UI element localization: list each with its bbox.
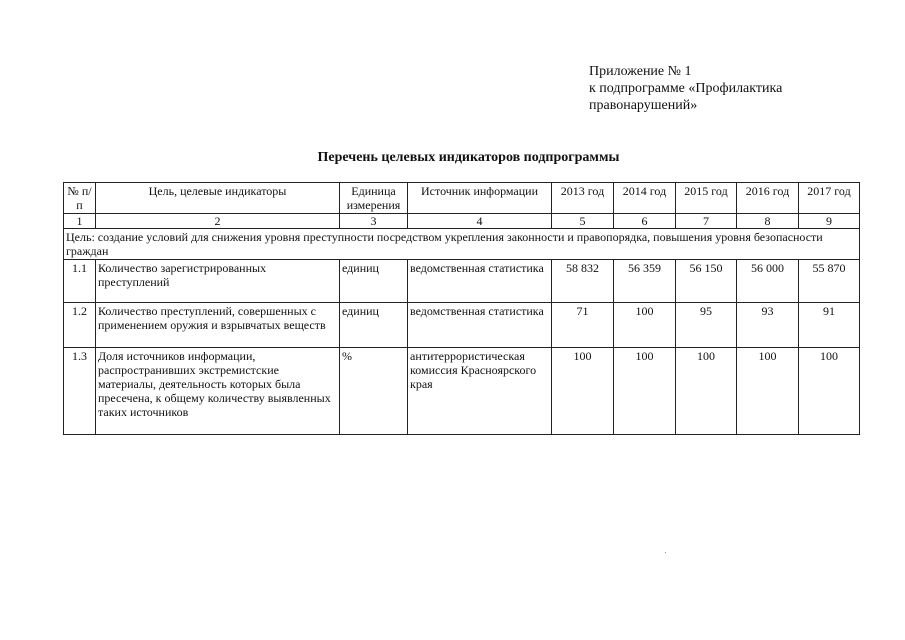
row-value-2014: 100 [614, 348, 676, 435]
header-2016: 2016 год [737, 183, 799, 214]
appendix-note [589, 63, 782, 114]
col-number: 9 [799, 214, 860, 229]
col-number: 7 [676, 214, 737, 229]
row-value-2016: 100 [737, 348, 799, 435]
row-indicator: Доля источников информации, распространивших экстремистские материалы, деятельность которых была пресечена, к общему количеству выявленных таких источников [96, 348, 340, 435]
row-num: 1.1 [64, 260, 96, 303]
row-value-2015: 100 [676, 348, 737, 435]
row-value-2013: 71 [552, 303, 614, 348]
row-value-2015: 95 [676, 303, 737, 348]
col-number: 2 [96, 214, 340, 229]
appendix-line-2: к подпрограмме «Профилактика [589, 81, 783, 96]
row-source: ведомственная статистика [408, 260, 552, 303]
col-number: 4 [408, 214, 552, 229]
header-unit: Единица измерения [340, 183, 408, 214]
header-2015: 2015 год [676, 183, 737, 214]
appendix-line-1: Приложение № 1 [589, 64, 692, 79]
goal-row [64, 229, 860, 260]
table-row [64, 260, 860, 303]
header-num: № п/п [64, 183, 96, 214]
row-value-2014: 100 [614, 303, 676, 348]
row-source: антитеррористическая комиссия Красноярского края [408, 348, 552, 435]
row-source: ведомственная статистика [408, 303, 552, 348]
appendix-line-3: правонарушений» [589, 98, 698, 113]
row-value-2017: 55 870 [799, 260, 860, 303]
row-num: 1.3 [64, 348, 96, 435]
goal-text: Цель: создание условий для снижения уровня преступности посредством укрепления законности и правопорядка, повышения уровня безопасности граждан [64, 229, 860, 260]
header-2013: 2013 год [552, 183, 614, 214]
header-2014: 2014 год [614, 183, 676, 214]
row-value-2017: 91 [799, 303, 860, 348]
header-2017: 2017 год [799, 183, 860, 214]
row-value-2014: 56 359 [614, 260, 676, 303]
row-num: 1.2 [64, 303, 96, 348]
col-number: 8 [737, 214, 799, 229]
header-goal: Цель, целевые индикаторы [96, 183, 340, 214]
document-title: Перечень целевых индикаторов подпрограммы [317, 150, 620, 165]
row-indicator: Количество зарегистрированных преступлений [96, 260, 340, 303]
col-number: 1 [64, 214, 96, 229]
col-number: 3 [340, 214, 408, 229]
row-value-2017: 100 [799, 348, 860, 435]
row-value-2013: 100 [552, 348, 614, 435]
row-value-2016: 56 000 [737, 260, 799, 303]
row-unit: % [340, 348, 408, 435]
row-value-2016: 93 [737, 303, 799, 348]
table-row [64, 348, 860, 435]
header-row [64, 183, 860, 214]
col-number: 5 [552, 214, 614, 229]
col-number: 6 [614, 214, 676, 229]
table-row [64, 303, 860, 348]
header-source: Источник информации [408, 183, 552, 214]
row-unit: единиц [340, 260, 408, 303]
row-unit: единиц [340, 303, 408, 348]
row-value-2015: 56 150 [676, 260, 737, 303]
scan-speck [665, 552, 666, 553]
row-value-2013: 58 832 [552, 260, 614, 303]
row-indicator: Количество преступлений, совершенных с применением оружия и взрывчатых веществ [96, 303, 340, 348]
indicators-table [63, 182, 860, 435]
column-number-row [64, 214, 860, 229]
